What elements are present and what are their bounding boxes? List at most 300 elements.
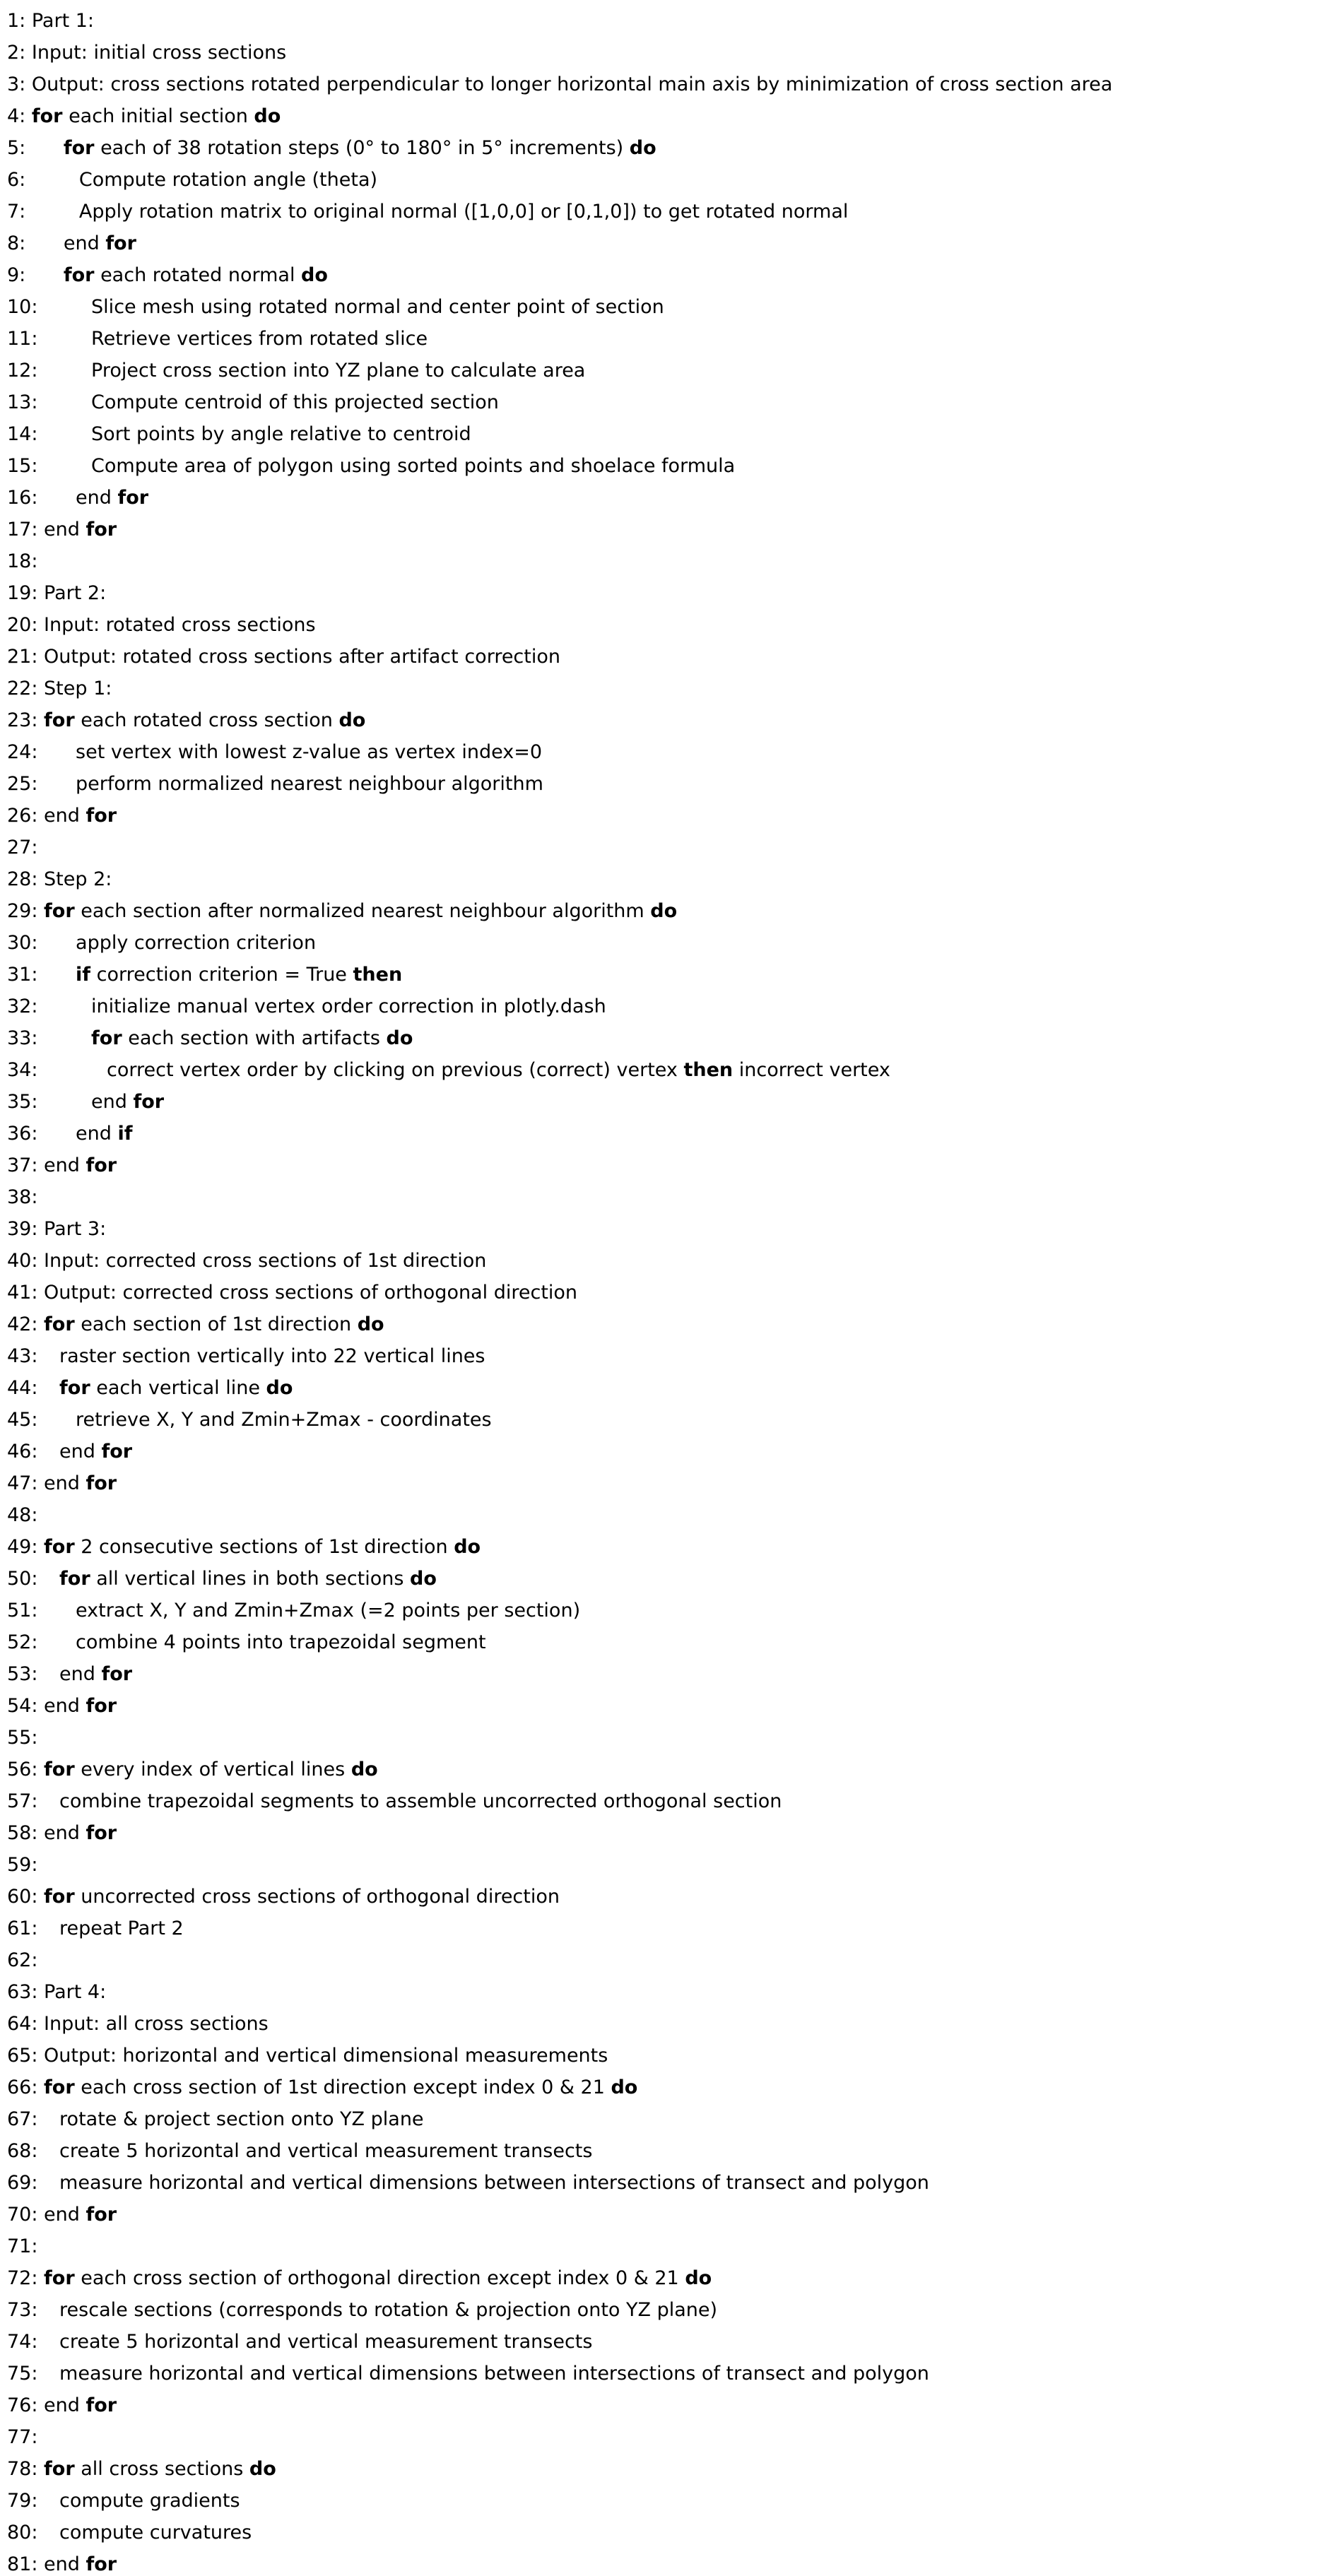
indent-spacer — [44, 503, 76, 504]
keyword: for — [44, 1886, 75, 1908]
line-number: 22: — [7, 678, 45, 699]
code-text: correct vertex order by clicking on previous (correct) vertex — [107, 1059, 684, 1081]
line-number: 48: — [7, 1504, 45, 1526]
code-line — [7, 228, 1337, 259]
line-number: 12: — [7, 360, 45, 382]
line-number: 29: — [7, 900, 45, 922]
code-line — [7, 1340, 1337, 1372]
indent-spacer — [44, 344, 91, 345]
code-text: set vertex with lowest z-value as vertex index=0 — [76, 741, 543, 763]
code-line — [7, 2326, 1337, 2358]
code-text: each section of 1st direction — [74, 1313, 358, 1335]
keyword: for — [86, 1472, 117, 1494]
code-text: end — [76, 1123, 118, 1145]
line-number: 45: — [7, 1409, 45, 1431]
code-line — [7, 641, 1337, 673]
keyword: do — [611, 2076, 638, 2098]
line-number: 80: — [7, 2522, 45, 2543]
code-text: correction criterion = True — [90, 964, 353, 986]
code-line — [7, 2294, 1337, 2326]
indent-spacer — [44, 2347, 59, 2348]
line-number: 73: — [7, 2299, 45, 2321]
line-number: 65: — [7, 2045, 45, 2067]
line-number: 15: — [7, 455, 45, 477]
keyword: do — [454, 1536, 481, 1558]
code-text: end — [91, 1091, 134, 1113]
code-text: Part 1: — [31, 10, 95, 32]
line-number: 78: — [7, 2458, 45, 2480]
line-number: 2: — [7, 42, 32, 64]
line-number: 69: — [7, 2172, 45, 2194]
line-number: 64: — [7, 2013, 45, 2035]
code-text: uncorrected cross sections of orthogonal direction — [74, 1886, 560, 1908]
code-line — [7, 1563, 1337, 1595]
keyword: for — [86, 2553, 117, 2575]
line-number: 28: — [7, 868, 45, 890]
code-line — [7, 2072, 1337, 2103]
code-line — [7, 482, 1337, 514]
keyword: for — [44, 900, 75, 922]
code-line — [7, 959, 1337, 991]
code-line — [7, 2421, 1337, 2453]
code-line — [7, 1404, 1337, 1436]
line-number: 24: — [7, 741, 45, 763]
code-text: initialize manual vertex order correction in plotly.dash — [91, 995, 606, 1017]
line-number: 26: — [7, 805, 45, 827]
line-number: 10: — [7, 296, 45, 318]
code-line — [7, 1436, 1337, 1467]
code-line — [7, 2008, 1337, 2040]
code-line — [7, 1086, 1337, 1118]
line-number: 7: — [7, 201, 32, 223]
line-number: 18: — [7, 550, 45, 572]
line-number: 42: — [7, 1313, 45, 1335]
line-number: 75: — [7, 2363, 45, 2385]
line-number: 3: — [7, 73, 32, 95]
keyword: for — [44, 1759, 75, 1780]
keyword: for — [86, 805, 117, 827]
code-text: extract X, Y and Zmin+Zmax (=2 points per section) — [76, 1600, 581, 1621]
line-number: 59: — [7, 1854, 45, 1876]
code-line — [7, 37, 1337, 69]
indent-spacer — [44, 1393, 59, 1394]
keyword: do — [650, 900, 678, 922]
code-text: Input: initial cross sections — [31, 42, 287, 64]
line-number: 46: — [7, 1441, 45, 1463]
line-number: 41: — [7, 1282, 45, 1304]
code-text: each rotated cross section — [74, 709, 339, 731]
keyword: do — [386, 1027, 413, 1049]
code-line — [7, 2453, 1337, 2485]
code-text: Input: corrected cross sections of 1st direction — [44, 1250, 487, 1272]
line-number: 34: — [7, 1059, 45, 1081]
keyword: for — [86, 1695, 117, 1717]
code-text: Output: corrected cross sections of orthogonal direction — [44, 1282, 578, 1304]
code-text: create 5 horizontal and vertical measurement transects — [59, 2331, 593, 2353]
code-line — [7, 132, 1337, 164]
code-text: Step 2: — [44, 868, 112, 890]
code-line — [7, 545, 1337, 577]
line-number: 40: — [7, 1250, 45, 1272]
line-number: 54: — [7, 1695, 45, 1717]
code-text: each cross section of 1st direction except index 0 & 21 — [74, 2076, 611, 2098]
code-line — [7, 2517, 1337, 2548]
code-line — [7, 704, 1337, 736]
code-line — [7, 2167, 1337, 2199]
code-line — [7, 1690, 1337, 1722]
keyword: then — [683, 1059, 734, 1081]
code-text: rescale sections (corresponds to rotation & projection onto YZ plane) — [59, 2299, 718, 2321]
code-line — [7, 1976, 1337, 2008]
code-text: end — [44, 2553, 86, 2575]
indent-spacer — [44, 757, 76, 758]
code-line — [7, 895, 1337, 927]
indent-spacer — [44, 1075, 107, 1076]
code-text: end — [44, 1472, 86, 1494]
line-number: 44: — [7, 1377, 45, 1399]
code-line — [7, 1531, 1337, 1563]
indent-spacer — [44, 1361, 59, 1362]
code-line — [7, 1308, 1337, 1340]
line-number: 1: — [7, 10, 32, 32]
code-line — [7, 386, 1337, 418]
keyword: for — [44, 2076, 75, 2098]
keyword: for — [63, 137, 95, 159]
code-text: measure horizontal and vertical dimensions between intersections of transect and polygon — [59, 2363, 929, 2385]
code-line — [7, 577, 1337, 609]
code-text: every index of vertical lines — [74, 1759, 351, 1780]
line-number: 21: — [7, 646, 45, 668]
code-text: end — [44, 1822, 86, 1844]
code-line — [7, 1913, 1337, 1944]
code-line — [7, 1245, 1337, 1277]
indent-spacer — [44, 439, 91, 440]
indent-spacer — [44, 1616, 76, 1617]
indent-spacer — [44, 2156, 59, 2157]
code-line — [7, 673, 1337, 704]
code-line — [7, 1881, 1337, 1913]
code-line — [7, 1944, 1337, 1976]
line-number: 61: — [7, 1918, 45, 1939]
indent-spacer — [44, 312, 91, 313]
keyword: for — [44, 2267, 75, 2289]
line-number: 31: — [7, 964, 45, 986]
code-line — [7, 1595, 1337, 1626]
keyword: do — [410, 1568, 437, 1590]
code-line — [7, 2103, 1337, 2135]
line-number: 67: — [7, 2108, 45, 2130]
line-number: 79: — [7, 2490, 45, 2512]
code-text: Output: cross sections rotated perpendicular to longer horizontal main axis by minimization of cross section area — [31, 73, 1113, 95]
line-number: 43: — [7, 1345, 45, 1367]
code-text: end — [44, 2204, 86, 2226]
line-number: 77: — [7, 2426, 45, 2448]
keyword: for — [101, 1663, 133, 1685]
code-text: end — [44, 1154, 86, 1176]
line-number: 68: — [7, 2140, 45, 2162]
code-line — [7, 1785, 1337, 1817]
code-line — [7, 164, 1337, 196]
keyword: do — [685, 2267, 712, 2289]
keyword: for — [86, 2394, 117, 2416]
code-line — [7, 1150, 1337, 1181]
code-line — [7, 1499, 1337, 1531]
keyword: then — [353, 964, 403, 986]
line-number: 52: — [7, 1631, 45, 1653]
line-number: 53: — [7, 1663, 45, 1685]
code-line — [7, 2548, 1337, 2576]
keyword: for — [44, 1536, 75, 1558]
code-text: Project cross section into YZ plane to calculate area — [91, 360, 586, 382]
keyword: for — [117, 487, 149, 509]
line-number: 50: — [7, 1568, 45, 1590]
line-number: 9: — [7, 264, 32, 286]
code-line — [7, 5, 1337, 37]
code-line — [7, 1181, 1337, 1213]
code-text: incorrect vertex — [733, 1059, 890, 1081]
code-text: retrieve X, Y and Zmin+Zmax - coordinates — [76, 1409, 492, 1431]
line-number: 72: — [7, 2267, 45, 2289]
code-text: Input: all cross sections — [44, 2013, 269, 2035]
keyword: do — [266, 1377, 293, 1399]
line-number: 57: — [7, 1790, 45, 1812]
code-line — [7, 768, 1337, 800]
keyword: for — [59, 1568, 90, 1590]
keyword: for — [44, 1313, 75, 1335]
keyword: do — [338, 709, 366, 731]
indent-spacer — [44, 2379, 59, 2380]
line-number: 20: — [7, 614, 45, 636]
keyword: for — [31, 105, 63, 127]
code-text: 2 consecutive sections of 1st direction — [74, 1536, 454, 1558]
line-number: 36: — [7, 1123, 45, 1145]
code-line — [7, 259, 1337, 291]
code-line — [7, 863, 1337, 895]
indent-spacer — [44, 1679, 59, 1680]
code-text: Sort points by angle relative to centroid — [91, 423, 471, 445]
code-line — [7, 418, 1337, 450]
code-text: Input: rotated cross sections — [44, 614, 316, 636]
line-number: 71: — [7, 2235, 45, 2257]
indent-spacer — [44, 1425, 76, 1426]
code-text: each cross section of orthogonal direction except index 0 & 21 — [74, 2267, 685, 2289]
code-line — [7, 2262, 1337, 2294]
code-line — [7, 69, 1337, 100]
code-text: combine trapezoidal segments to assemble uncorrected orthogonal section — [59, 1790, 782, 1812]
indent-spacer — [44, 1584, 59, 1585]
keyword: do — [351, 1759, 378, 1780]
code-text: Part 3: — [44, 1218, 107, 1240]
line-number: 32: — [7, 995, 45, 1017]
keyword: for — [133, 1091, 165, 1113]
indent-spacer — [44, 2315, 59, 2316]
line-number: 25: — [7, 773, 45, 795]
indent-spacer — [44, 1457, 59, 1458]
code-line — [7, 2485, 1337, 2517]
keyword: for — [44, 709, 75, 731]
code-text: end — [44, 805, 86, 827]
code-text: all cross sections — [74, 2458, 249, 2480]
code-text: Output: horizontal and vertical dimensional measurements — [44, 2045, 608, 2067]
line-number: 74: — [7, 2331, 45, 2353]
keyword: for — [86, 1154, 117, 1176]
code-line — [7, 1277, 1337, 1308]
indent-spacer — [32, 280, 64, 281]
keyword: if — [76, 964, 91, 986]
line-number: 17: — [7, 519, 45, 540]
code-line — [7, 1022, 1337, 1054]
code-line — [7, 514, 1337, 545]
line-number: 6: — [7, 169, 32, 191]
line-number: 51: — [7, 1600, 45, 1621]
indent-spacer — [44, 2188, 59, 2189]
code-line — [7, 196, 1337, 228]
code-text: compute gradients — [59, 2490, 240, 2512]
code-text: create 5 horizontal and vertical measurement transects — [59, 2140, 593, 2162]
keyword: for — [86, 2204, 117, 2226]
line-number: 30: — [7, 932, 45, 954]
keyword: for — [86, 519, 117, 540]
code-line — [7, 291, 1337, 323]
code-text: compute curvatures — [59, 2522, 252, 2543]
line-number: 39: — [7, 1218, 45, 1240]
line-number: 60: — [7, 1886, 45, 1908]
code-text: each of 38 rotation steps (0° to 180° in 5° increments) — [94, 137, 630, 159]
code-text: Part 4: — [44, 1981, 107, 2003]
line-number: 4: — [7, 105, 32, 127]
line-number: 76: — [7, 2394, 45, 2416]
indent-spacer — [44, 2538, 59, 2539]
keyword: for — [63, 264, 95, 286]
line-number: 56: — [7, 1759, 45, 1780]
indent-spacer — [32, 217, 79, 218]
line-number: 33: — [7, 1027, 45, 1049]
code-text: combine 4 points into trapezoidal segment — [76, 1631, 486, 1653]
keyword: do — [254, 105, 281, 127]
indent-spacer — [44, 948, 76, 949]
code-line — [7, 1054, 1337, 1086]
code-text: perform normalized nearest neighbour algorithm — [76, 773, 543, 795]
code-line — [7, 2231, 1337, 2262]
line-number: 63: — [7, 1981, 45, 2003]
code-line — [7, 2358, 1337, 2389]
code-text: Compute centroid of this projected section — [91, 391, 499, 413]
keyword: do — [357, 1313, 384, 1335]
line-number: 38: — [7, 1186, 45, 1208]
code-text: each rotated normal — [94, 264, 302, 286]
line-number: 37: — [7, 1154, 45, 1176]
keyword: for — [91, 1027, 122, 1049]
code-line — [7, 2389, 1337, 2421]
code-line — [7, 736, 1337, 768]
line-number: 5: — [7, 137, 32, 159]
code-line — [7, 323, 1337, 355]
indent-spacer — [44, 789, 76, 790]
code-line — [7, 609, 1337, 641]
code-line — [7, 1754, 1337, 1785]
code-text: Apply rotation matrix to original normal ([1,0,0] or [0,1,0]) to get rotated normal — [78, 201, 849, 223]
code-line — [7, 927, 1337, 959]
line-number: 23: — [7, 709, 45, 731]
indent-spacer — [44, 1107, 91, 1108]
code-text: end — [59, 1663, 102, 1685]
code-text: all vertical lines in both sections — [90, 1568, 411, 1590]
code-line — [7, 1213, 1337, 1245]
line-number: 11: — [7, 328, 45, 350]
code-text: end — [44, 2394, 86, 2416]
line-number: 47: — [7, 1472, 45, 1494]
keyword: do — [629, 137, 656, 159]
code-text: measure horizontal and vertical dimensions between intersections of transect and polygon — [59, 2172, 929, 2194]
code-line — [7, 1722, 1337, 1754]
code-text: end — [63, 232, 106, 254]
line-number: 55: — [7, 1727, 45, 1749]
keyword: for — [86, 1822, 117, 1844]
indent-spacer — [32, 185, 79, 186]
code-text: Compute rotation angle (theta) — [78, 169, 378, 191]
indent-spacer — [32, 153, 64, 154]
code-text: Retrieve vertices from rotated slice — [91, 328, 428, 350]
code-line — [7, 355, 1337, 386]
line-number: 14: — [7, 423, 45, 445]
indent-spacer — [44, 376, 91, 377]
code-line — [7, 1658, 1337, 1690]
code-text: Part 2: — [44, 582, 107, 604]
keyword: do — [249, 2458, 276, 2480]
line-number: 70: — [7, 2204, 45, 2226]
line-number: 8: — [7, 232, 32, 254]
code-text: each section with artifacts — [122, 1027, 387, 1049]
indent-spacer — [44, 1139, 76, 1140]
line-number: 19: — [7, 582, 45, 604]
code-text: apply correction criterion — [76, 932, 317, 954]
keyword: for — [59, 1377, 90, 1399]
indent-spacer — [44, 980, 76, 981]
keyword: for — [105, 232, 136, 254]
line-number: 27: — [7, 837, 45, 858]
line-number: 16: — [7, 487, 45, 509]
keyword: do — [301, 264, 328, 286]
code-line — [7, 2199, 1337, 2231]
code-text: Step 1: — [44, 678, 112, 699]
line-number: 66: — [7, 2076, 45, 2098]
code-line — [7, 1817, 1337, 1849]
code-line — [7, 450, 1337, 482]
code-line — [7, 1118, 1337, 1150]
code-line — [7, 991, 1337, 1022]
keyword: for — [101, 1441, 133, 1463]
code-line — [7, 1849, 1337, 1881]
indent-spacer — [44, 471, 91, 472]
code-text: raster section vertically into 22 vertical lines — [59, 1345, 485, 1367]
code-line — [7, 2040, 1337, 2072]
code-text: each vertical line — [90, 1377, 266, 1399]
line-number: 62: — [7, 1949, 45, 1971]
code-text: Output: rotated cross sections after artifact correction — [44, 646, 560, 668]
code-text: end — [76, 487, 118, 509]
keyword: if — [117, 1123, 133, 1145]
code-text: each initial section — [62, 105, 254, 127]
code-line — [7, 100, 1337, 132]
code-text: Slice mesh using rotated normal and center point of section — [91, 296, 664, 318]
line-number: 13: — [7, 391, 45, 413]
code-text: repeat Part 2 — [59, 1918, 184, 1939]
line-number: 81: — [7, 2553, 45, 2575]
code-text: end — [59, 1441, 102, 1463]
code-line — [7, 1372, 1337, 1404]
code-line — [7, 1626, 1337, 1658]
line-number: 35: — [7, 1091, 45, 1113]
